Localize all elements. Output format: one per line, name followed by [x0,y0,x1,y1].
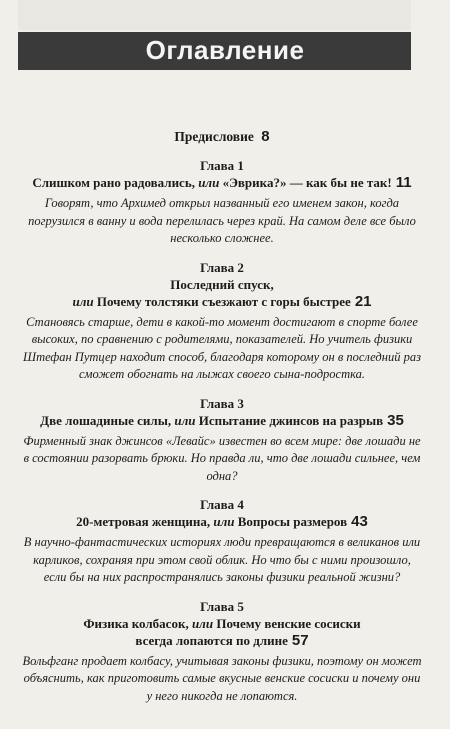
chapter-title-part: Вопросы размеров [234,514,348,529]
chapter-title-part: Слишком рано радовались, [32,175,199,190]
preface-page: 8 [261,128,270,145]
chapter-title [18,615,426,649]
chapter-page: 11 [395,174,412,191]
chapter-title-part: Последний спуск, [170,276,274,292]
chapter-title [18,412,426,429]
chapter-title [18,276,426,310]
chapter-entry-4[interactable] [18,497,426,587]
chapter-title-part: Почему толстяки съезжают с горы быстрее [93,293,351,309]
bleed-through-strip [18,0,411,30]
chapter-title [18,174,426,191]
chapter-title-or: или [72,293,94,309]
chapter-entry-5[interactable] [18,599,426,706]
chapter-number: Глава 5 [200,598,244,614]
chapter-title-part: Две лошадиные силы, [40,412,175,428]
table-of-contents [18,128,426,717]
chapter-page: 43 [351,513,368,530]
chapter-description: Становясь старше, дети в какой-то момент достигают в спорте более высоких, по сравнению с родителями, показателей. Но учитель физики Штефан Путцер находит способ, благодаря которому он в последний раз сможет обогнать на лыжах своего сына-подростка. [23,314,421,381]
chapter-page: 21 [354,292,372,310]
chapter-title-part: 20-метровая женщина, [76,514,214,529]
chapter-entry-3[interactable] [18,396,426,486]
chapter-title-or: или [213,514,235,529]
page-title: Оглавление [145,35,305,65]
chapter-number: Глава 4 [200,497,244,512]
chapter-number: Глава 1 [200,158,244,173]
chapter-page: 35 [387,411,404,429]
chapter-title-part: всегда лопаются по длине [135,632,288,648]
chapter-description: Говорят, что Архимед открыл названный его именем закон, когда погрузился в ванну и вода перелилась через край. На самом деле все было несколько сложнее. [28,196,416,245]
chapter-title-or: или [191,615,214,631]
chapter-title-part: Испытание джинсов на разрыв [195,412,384,428]
preface-label: Предисловие [174,129,254,144]
chapter-title-or: или [198,175,220,190]
chapter-title-part: «Эврика?» — как бы не так! [219,175,392,190]
chapter-entry-1[interactable] [18,158,426,248]
chapter-title-or: или [174,412,196,428]
chapter-title-part: Физика колбасок, [83,615,192,631]
preface-entry[interactable] [18,128,426,145]
chapter-number: Глава 2 [200,259,244,275]
chapter-title-part: Почему венские сосиски [213,615,361,631]
chapter-page: 57 [291,631,309,649]
chapter-number: Глава 3 [200,395,244,411]
chapter-description: В научно-фантастических историях люди превращаются в великанов или карликов, сохраняя при этом свой облик. Но что бы с ними произошло, если бы на них распространялись законы физики реальной жизни? [23,535,421,584]
chapter-entry-2[interactable] [18,260,426,384]
chapter-description: Вольфганг продает колбасу, учитывая законы физики, поэтому он может объяснить, как приготовить самые вкусные венские сосиски и почему они у него никогда не лопаются. [22,653,422,703]
chapter-description: Фирменный знак джинсов «Левайс» известен во всем мире: две лошади не в состоянии разорвать брюки. Но правда ли, что две лошади сильнее, чем одна? [23,433,421,483]
chapter-title [18,513,426,530]
